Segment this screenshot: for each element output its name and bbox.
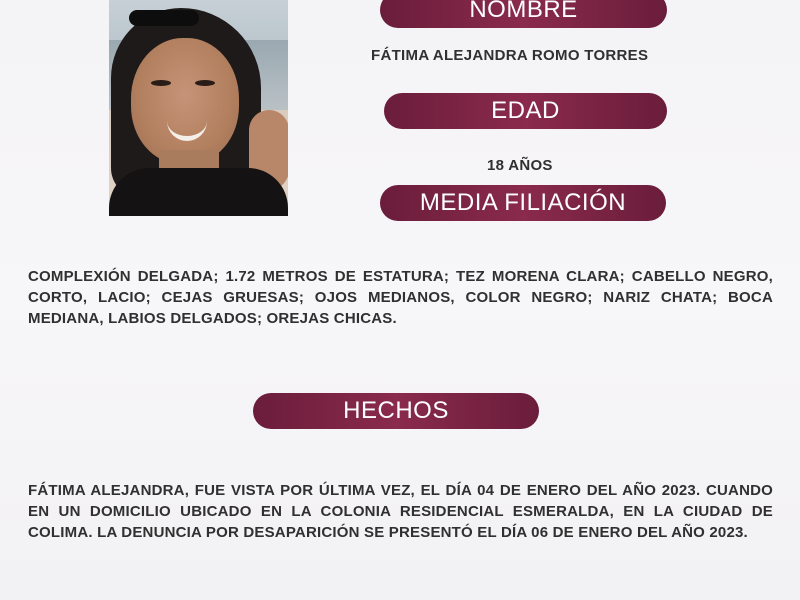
photo-shirt <box>109 168 288 216</box>
hechos-label: HECHOS <box>253 393 539 429</box>
hechos-text: FÁTIMA ALEJANDRA, FUE VISTA POR ÚLTIMA VEZ, EL DÍA 04 DE ENERO DEL AÑO 2023. CUANDO EN UN DOMICILIO UBICADO EN LA COLONIA RESIDENCIAL ESMERALDA, EN LA CIUDAD DE COLIMA. LA DENUNCIA POR DESAPARICIÓN SE PRESENTÓ EL DÍA 06 DE ENERO DEL AÑO 2023. <box>28 482 773 541</box>
nombre-value: FÁTIMA ALEJANDRA ROMO TORRES <box>371 47 649 64</box>
media-filiacion-label: MEDIA FILIACIÓN <box>380 185 666 221</box>
nombre-label: NOMBRE <box>380 0 667 28</box>
photo-eye-right <box>195 80 215 86</box>
missing-person-photo <box>109 0 288 216</box>
edad-value: 18 AÑOS <box>487 157 553 174</box>
photo-face <box>131 38 239 164</box>
media-filiacion-text: COMPLEXIÓN DELGADA; 1.72 METROS DE ESTATURA; TEZ MORENA CLARA; CABELLO NEGRO, CORTO, LACIO; CEJAS GRUESAS; OJOS MEDIANOS, COLOR NEGRO; NARIZ CHATA; BOCA MEDIANA, LABIOS DELGADOS; OREJAS CHICAS. <box>28 268 773 327</box>
photo-eye-left <box>151 80 171 86</box>
photo-sunglasses <box>129 10 199 26</box>
edad-label: EDAD <box>384 93 667 129</box>
